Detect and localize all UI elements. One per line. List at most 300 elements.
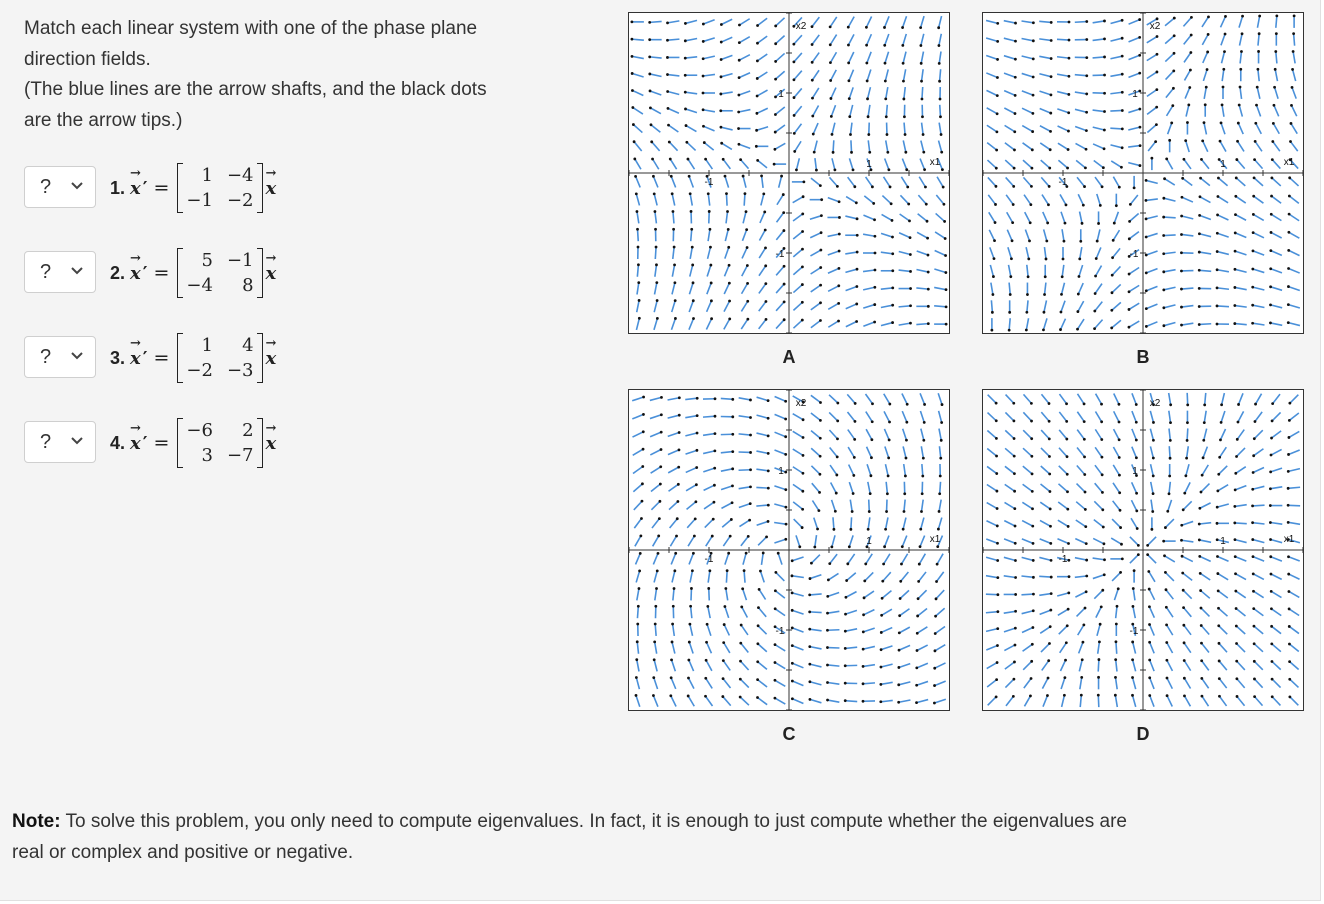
field-arrow-shaft: [1076, 520, 1086, 527]
field-arrow-tip: [728, 317, 731, 320]
field-arrow-tip: [1252, 454, 1255, 457]
field-arrow-shaft: [793, 484, 803, 491]
field-arrow-shaft: [1201, 643, 1208, 652]
field-arrow-tip: [784, 400, 787, 403]
field-arrow-tip: [903, 115, 906, 118]
field-arrow-shaft: [1258, 34, 1259, 46]
field-arrow-shaft: [742, 248, 747, 259]
field-arrow-shaft: [1041, 160, 1050, 168]
field-arrow-tip: [1115, 623, 1118, 626]
field-arrow-shaft: [848, 17, 854, 27]
field-arrow-tip: [1063, 694, 1066, 697]
field-arrow-tip: [826, 681, 829, 684]
field-arrow-shaft: [775, 609, 785, 616]
field-arrow-tip: [631, 55, 634, 58]
x-tick-label: 1: [866, 536, 872, 547]
field-arrow-shaft: [1095, 465, 1102, 475]
field-arrow-tip: [1287, 470, 1290, 473]
field-arrow-shaft: [881, 233, 892, 237]
field-arrow-tip: [1288, 678, 1291, 681]
field-arrow-tip: [1121, 128, 1124, 131]
field-arrow-tip: [1138, 18, 1141, 21]
field-arrow-tip: [844, 664, 847, 667]
field-arrow-tip: [1156, 53, 1159, 56]
field-arrow-shaft: [1004, 628, 1015, 632]
field-arrow-shaft: [920, 393, 924, 404]
field-arrow-tip: [1059, 328, 1062, 331]
field-arrow-shaft: [1167, 625, 1173, 635]
field-arrow-tip: [1219, 140, 1222, 143]
field-arrow-shaft: [1222, 393, 1225, 405]
field-arrow-tip: [811, 43, 814, 46]
field-arrow-shaft: [845, 701, 857, 702]
field-arrow-shaft: [707, 301, 712, 312]
field-arrow-shaft: [1186, 141, 1190, 152]
field-arrow-tip: [854, 420, 857, 423]
field-arrow-shaft: [1253, 287, 1265, 290]
field-arrow-tip: [1068, 75, 1071, 78]
field-arrow-shaft: [1238, 141, 1244, 151]
field-arrow-tip: [671, 641, 674, 644]
field-arrow-tip: [1138, 54, 1141, 57]
field-arrow-tip: [837, 284, 840, 287]
field-arrow-shaft: [1221, 16, 1226, 27]
field-arrow-shaft: [901, 177, 907, 187]
field-arrow-shaft: [1009, 283, 1010, 295]
field-arrow-tip: [1180, 233, 1183, 236]
field-arrow-tip: [1235, 677, 1238, 680]
field-arrow-shaft: [1165, 36, 1174, 44]
field-arrow-tip: [802, 436, 805, 439]
field-arrow-shaft: [651, 467, 661, 473]
field-arrow-tip: [808, 645, 811, 648]
field-arrow-tip: [1138, 90, 1141, 93]
field-arrow-shaft: [918, 214, 927, 221]
field-arrow-tip: [710, 299, 713, 302]
field-arrow-shaft: [848, 177, 855, 187]
field-arrow-shaft: [922, 87, 923, 99]
field-arrow-shaft: [987, 448, 996, 456]
field-arrow-tip: [722, 659, 725, 662]
field-arrow-tip: [836, 185, 839, 188]
field-arrow-tip: [1252, 213, 1255, 216]
field-arrow-shaft: [652, 519, 659, 528]
field-arrow-tip: [813, 151, 816, 154]
field-arrow-shaft: [1057, 539, 1068, 544]
field-arrow-tip: [1273, 86, 1276, 89]
field-arrow-tip: [658, 517, 661, 520]
field-arrow-tip: [908, 219, 911, 222]
field-arrow-shaft: [796, 158, 799, 170]
field-arrow-tip: [933, 684, 936, 687]
field-arrow-shaft: [1146, 269, 1157, 273]
field-arrow-tip: [691, 569, 694, 572]
field-arrow-shaft: [833, 517, 834, 529]
field-arrow-tip: [1190, 34, 1193, 37]
field-arrow-shaft: [758, 698, 768, 705]
field-arrow-tip: [1256, 86, 1259, 89]
field-arrow-tip: [1128, 237, 1131, 240]
field-arrow-shaft: [1040, 520, 1050, 526]
field-arrow-shaft: [635, 536, 641, 546]
field-arrow-shaft: [1199, 270, 1211, 271]
field-arrow-shaft: [667, 75, 679, 76]
field-arrow-shaft: [1257, 16, 1259, 28]
field-arrow-shaft: [1060, 660, 1065, 671]
field-arrow-tip: [632, 123, 635, 126]
field-arrow-tip: [1030, 185, 1033, 188]
field-arrow-shaft: [1009, 318, 1010, 330]
field-arrow-tip: [844, 647, 847, 650]
field-arrow-shaft: [1040, 126, 1051, 132]
field-arrow-shaft: [827, 630, 839, 631]
field-arrow-tip: [739, 660, 742, 663]
field-arrow-shaft: [810, 647, 822, 649]
field-arrow-shaft: [758, 626, 766, 634]
field-arrow-tip: [940, 421, 943, 424]
field-arrow-shaft: [901, 572, 909, 581]
field-arrow-tip: [1101, 491, 1104, 494]
field-arrow-shaft: [900, 609, 910, 616]
field-arrow-tip: [802, 418, 805, 421]
field-arrow-shaft: [1004, 21, 1016, 23]
field-arrow-shaft: [741, 661, 749, 670]
field-arrow-tip: [902, 62, 905, 65]
field-arrow-shaft: [832, 158, 835, 170]
field-arrow-shaft: [637, 642, 638, 654]
field-arrow-shaft: [758, 608, 766, 617]
instructions-line-4: are the arrow tips.): [24, 109, 183, 131]
field-arrow-shaft: [1200, 573, 1210, 580]
field-arrow-tip: [890, 202, 893, 205]
field-arrow-shaft: [1271, 214, 1281, 220]
field-arrow-shaft: [1253, 486, 1265, 489]
field-arrow-tip: [844, 699, 847, 702]
field-arrow-tip: [856, 251, 859, 254]
field-arrow-tip: [1065, 402, 1068, 405]
field-arrow-shaft: [1167, 696, 1172, 707]
field-arrow-tip: [671, 192, 674, 195]
field-arrow-shaft: [792, 646, 803, 650]
field-arrow-shaft: [935, 232, 945, 239]
field-arrow-shaft: [1096, 266, 1102, 276]
field-arrow-shaft: [987, 108, 997, 114]
field-arrow-shaft: [1075, 22, 1087, 23]
field-arrow-tip: [802, 195, 805, 198]
field-arrow-shaft: [1204, 411, 1206, 423]
field-arrow-shaft: [903, 140, 906, 152]
field-arrow-shaft: [1221, 34, 1225, 45]
field-arrow-shaft: [863, 287, 875, 290]
field-arrow-tip: [1030, 677, 1033, 680]
field-arrow-tip: [744, 192, 747, 195]
answer-select-4[interactable]: [24, 421, 96, 463]
field-arrow-shaft: [935, 627, 945, 634]
field-arrow-tip: [826, 646, 829, 649]
field-arrow-tip: [1093, 310, 1096, 313]
field-arrow-tip: [1032, 76, 1035, 79]
field-arrow-shaft: [1112, 519, 1120, 527]
field-arrow-shaft: [845, 269, 857, 272]
field-arrow-tip: [1216, 232, 1219, 235]
field-arrow-shaft: [1041, 644, 1049, 652]
field-arrow-tip: [891, 252, 894, 255]
field-arrow-tip: [1110, 309, 1113, 312]
field-arrow-shaft: [1128, 109, 1139, 113]
field-arrow-tip: [1200, 491, 1203, 494]
field-arrow-shaft: [1220, 141, 1226, 151]
field-arrow-shaft: [1204, 429, 1207, 441]
field-arrow-shaft: [1111, 145, 1123, 148]
field-arrow-tip: [1103, 558, 1106, 561]
field-arrow-tip: [1200, 642, 1203, 645]
field-arrow-shaft: [775, 397, 786, 402]
field-arrow-shaft: [1058, 520, 1068, 526]
field-arrow-tip: [1152, 439, 1155, 442]
field-arrow-tip: [727, 228, 730, 231]
field-arrow-tip: [1061, 275, 1064, 278]
field-arrow-shaft: [919, 554, 925, 564]
field-arrow-tip: [720, 58, 723, 61]
field-arrow-shaft: [726, 194, 727, 206]
field-arrow-tip: [835, 474, 838, 477]
field-arrow-tip: [1218, 695, 1221, 698]
field-arrow-shaft: [759, 248, 765, 258]
matrix-entry: −2: [186, 360, 213, 381]
y-tick-label: -1: [1129, 626, 1139, 637]
field-arrow-tip: [669, 694, 672, 697]
field-arrow-shaft: [1094, 161, 1104, 168]
field-arrow-shaft: [1113, 248, 1120, 257]
field-arrow-shaft: [1129, 20, 1140, 25]
field-arrow-shaft: [851, 517, 852, 529]
field-arrow-shaft: [867, 52, 871, 63]
field-arrow-tip: [1219, 438, 1222, 441]
field-arrow-tip: [702, 125, 705, 128]
field-arrow-shaft: [1077, 484, 1085, 492]
field-arrow-tip: [1114, 658, 1117, 661]
field-arrow-tip: [1198, 507, 1201, 510]
field-arrow-tip: [648, 73, 651, 76]
field-arrow-tip: [921, 98, 924, 101]
field-arrow-shaft: [739, 110, 751, 112]
field-arrow-tip: [1121, 19, 1124, 22]
field-arrow-shaft: [899, 627, 910, 633]
field-arrow-shaft: [1290, 142, 1297, 152]
field-arrow-shaft: [759, 302, 766, 312]
field-arrow-tip: [774, 60, 777, 63]
field-arrow-tip: [1233, 286, 1236, 289]
field-arrow-tip: [749, 468, 752, 471]
field-arrow-shaft: [1023, 160, 1032, 168]
field-arrow-tip: [1235, 158, 1238, 161]
field-arrow-tip: [694, 517, 697, 520]
field-arrow-shaft: [1235, 523, 1247, 524]
field-arrow-tip: [819, 184, 822, 187]
field-arrow-tip: [774, 131, 777, 134]
field-arrow-tip: [801, 526, 804, 529]
field-arrow-shaft: [1004, 645, 1015, 651]
field-arrow-tip: [886, 492, 889, 495]
field-arrow-shaft: [1289, 626, 1299, 633]
field-arrow-shaft: [655, 211, 656, 223]
field-arrow-shaft: [1095, 320, 1103, 329]
field-arrow-shaft: [721, 55, 732, 59]
field-arrow-shaft: [690, 194, 692, 206]
field-arrow-tip: [1198, 232, 1201, 235]
field-arrow-tip: [731, 501, 734, 504]
field-arrow-shaft: [1290, 679, 1299, 687]
answer-select-2[interactable]: [24, 251, 96, 293]
field-arrow-shaft: [828, 700, 840, 702]
field-arrow-shaft: [1254, 196, 1264, 203]
field-arrow-shaft: [1183, 501, 1191, 509]
field-arrow-tip: [1223, 50, 1226, 53]
field-arrow-tip: [1198, 287, 1201, 290]
field-arrow-tip: [689, 192, 692, 195]
field-arrow-tip: [684, 22, 687, 25]
field-arrow-shaft: [671, 553, 676, 564]
field-arrow-shaft: [1219, 608, 1228, 616]
field-arrow-tip: [1013, 420, 1016, 423]
coefficient-matrix-1: [177, 163, 262, 213]
field-arrow-shaft: [759, 266, 766, 276]
field-arrow-shaft: [1111, 38, 1123, 41]
field-arrow-shaft: [1094, 590, 1102, 598]
field-arrow-tip: [1182, 606, 1185, 609]
field-arrow-tip: [1287, 555, 1290, 558]
y-tick-label: 1: [1132, 89, 1138, 100]
field-arrow-tip: [1076, 310, 1079, 313]
field-arrow-shaft: [1164, 217, 1176, 218]
field-arrow-shaft: [1150, 642, 1155, 653]
field-arrow-shaft: [1271, 305, 1283, 308]
field-arrow-tip: [1251, 322, 1254, 325]
field-arrow-tip: [808, 594, 811, 597]
field-arrow-tip: [1216, 555, 1219, 558]
field-arrow-shaft: [1253, 269, 1264, 273]
field-arrow-shaft: [987, 125, 997, 132]
field-arrow-shaft: [1098, 695, 1099, 707]
field-arrow-shaft: [744, 571, 745, 583]
field-arrow-tip: [1014, 525, 1017, 528]
coefficient-matrix-3: [177, 333, 262, 383]
field-arrow-shaft: [1027, 300, 1028, 312]
field-arrow-shaft: [636, 695, 640, 706]
instructions-line-3: (The blue lines are the arrow shafts, and the black dots: [24, 79, 487, 100]
field-arrow-tip: [1253, 176, 1256, 179]
field-arrow-tip: [1085, 20, 1088, 23]
field-arrow-tip: [815, 169, 818, 172]
field-arrow-tip: [1201, 474, 1204, 477]
field-arrow-shaft: [1236, 608, 1245, 615]
field-arrow-shaft: [1288, 305, 1300, 308]
field-arrow-shaft: [1237, 644, 1245, 652]
answer-select-1[interactable]: [24, 166, 96, 208]
field-arrow-shaft: [725, 229, 728, 241]
field-arrow-shaft: [848, 34, 854, 45]
field-arrow-tip: [712, 518, 715, 521]
field-arrow-tip: [1067, 111, 1070, 114]
field-arrow-tip: [938, 510, 941, 513]
field-arrow-tip: [1252, 555, 1255, 558]
field-arrow-tip: [905, 421, 908, 424]
field-arrow-shaft: [1291, 123, 1297, 133]
field-arrow-shaft: [1097, 194, 1101, 205]
field-arrow-tip: [862, 613, 865, 616]
field-arrow-tip: [882, 563, 885, 566]
field-arrow-shaft: [776, 53, 785, 61]
field-arrow-tip: [1032, 576, 1035, 579]
field-arrow-shaft: [939, 16, 942, 28]
field-arrow-shaft: [706, 660, 712, 671]
field-arrow-shaft: [987, 466, 997, 473]
field-arrow-shaft: [1236, 467, 1246, 474]
field-arrow-shaft: [1075, 75, 1087, 76]
field-arrow-shaft: [903, 34, 906, 45]
answer-select-3[interactable]: [24, 336, 96, 378]
field-arrow-shaft: [1257, 105, 1261, 116]
field-arrow-shaft: [740, 697, 749, 705]
field-arrow-tip: [637, 281, 640, 284]
field-arrow-shaft: [1146, 322, 1157, 327]
field-arrow-tip: [938, 44, 941, 47]
field-arrow-shaft: [1288, 287, 1299, 291]
field-arrow-tip: [1253, 678, 1256, 681]
field-arrow-tip: [1068, 39, 1071, 42]
field-arrow-shaft: [1148, 142, 1155, 151]
field-arrow-tip: [725, 192, 728, 195]
field-arrow-tip: [689, 623, 692, 626]
field-arrow-tip: [996, 94, 999, 97]
field-arrow-tip: [888, 421, 891, 424]
field-arrow-tip: [695, 466, 698, 469]
field-arrow-tip: [1118, 403, 1121, 406]
field-arrow-tip: [738, 143, 741, 146]
field-arrow-tip: [1155, 106, 1158, 109]
field-arrow-tip: [731, 398, 734, 401]
field-arrow-tip: [938, 62, 941, 65]
field-arrow-shaft: [1075, 92, 1087, 94]
field-arrow-tip: [793, 132, 796, 135]
field-arrow-shaft: [1130, 537, 1138, 545]
field-arrow-tip: [653, 192, 656, 195]
y-axis-label: x2: [795, 398, 807, 409]
field-arrow-tip: [1188, 86, 1191, 89]
field-arrow-tip: [1151, 510, 1154, 513]
field-arrow-shaft: [886, 140, 888, 152]
field-arrow-shaft: [792, 557, 803, 561]
field-arrow-tip: [749, 416, 752, 419]
field-arrow-tip: [995, 472, 998, 475]
field-arrow-shaft: [849, 482, 853, 493]
field-arrow-tip: [1138, 72, 1141, 75]
matrix-entry: −4: [226, 165, 254, 186]
field-arrow-shaft: [1025, 230, 1029, 241]
field-arrow-shaft: [1077, 448, 1084, 457]
field-arrow-tip: [1085, 111, 1088, 114]
field-arrow-tip: [727, 552, 730, 555]
field-arrow-shaft: [865, 572, 873, 580]
field-arrow-tip: [889, 186, 892, 189]
field-arrow-shaft: [1150, 678, 1154, 689]
field-arrow-tip: [1203, 121, 1206, 124]
field-arrow-tip: [1119, 571, 1122, 574]
field-arrow-shaft: [1021, 594, 1033, 595]
field-arrow-shaft: [1007, 230, 1012, 241]
field-arrow-tip: [1222, 86, 1225, 89]
field-arrow-tip: [669, 158, 672, 161]
